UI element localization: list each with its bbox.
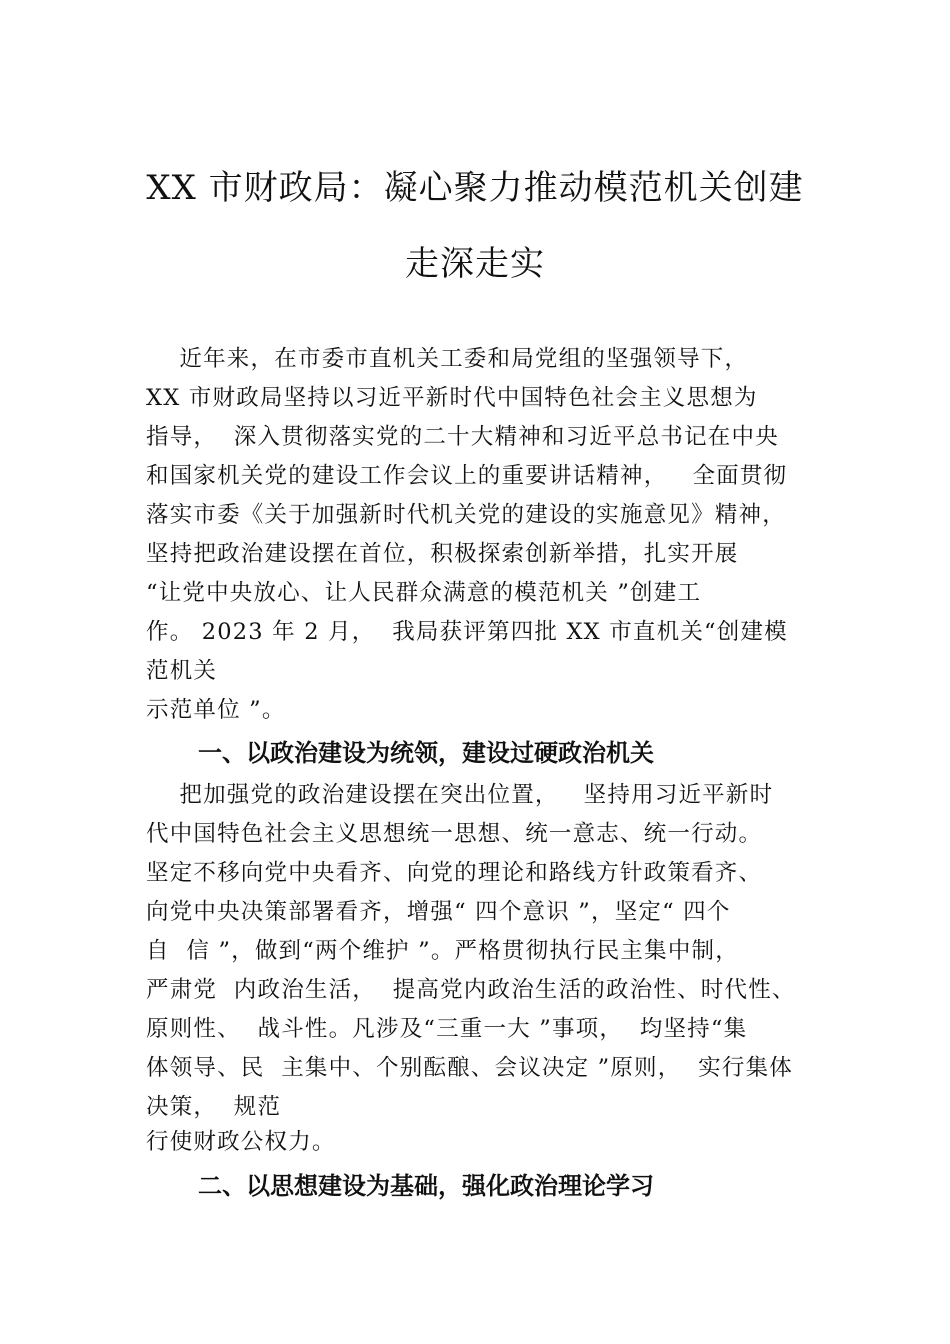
section-2-heading: 二、以思想建设为基础，强化政治理论学习 xyxy=(198,1172,654,1200)
intro-line: 坚持把政治建设摆在首位，积极探索创新举措，扎实开展 xyxy=(146,541,739,567)
intro-line: 作。 2023 年 2 月， 我局获评第四批 XX 市直机关“创建模 xyxy=(146,619,788,645)
section-line: 行使财政公权力。 xyxy=(146,1129,336,1155)
section-line: 把加强党的政治建设摆在突出位置， 坚持用习近平新时 xyxy=(146,782,774,808)
section-line: 代中国特色社会主义思想统一思想、统一意志、统一行动。 xyxy=(146,821,763,847)
document-title-line-2: 走深走实 xyxy=(405,244,545,284)
intro-line: 示范单位 ”。 xyxy=(146,697,286,723)
document-title-line-1: XX 市财政局：凝心聚力推动模范机关创建 xyxy=(146,168,804,208)
intro-line: XX 市财政局坚持以习近平新时代中国特色社会主义思想为 xyxy=(146,385,758,411)
intro-line: 指导， 深入贯彻落实党的二十大精神和习近平总书记在中央 xyxy=(146,424,779,450)
intro-line: 和国家机关党的建设工作会议上的重要讲话精神， 全面贯彻 xyxy=(146,463,788,489)
section-line: 向党中央决策部署看齐，增强“ 四个意识 ”，坚定“ 四个 xyxy=(146,899,731,925)
intro-line: 范机关 xyxy=(146,658,218,684)
section-line: 严肃党 内政治生活， 提高党内政治生活的政治性、时代性、 xyxy=(146,977,796,1003)
section-line: 体领导、民 主集中、个别酝酿、会议决定 ”原则， 实行集体 xyxy=(146,1055,793,1081)
section-line: 原则性、 战斗性。凡涉及“三重一大 ”事项， 均坚持“集 xyxy=(146,1016,748,1042)
section-1-heading: 一、以政治建设为统领，建设过硬政治机关 xyxy=(198,739,654,767)
intro-line: 近年来，在市委市直机关工委和局党组的坚强领导下， xyxy=(146,346,749,372)
section-line: 决策， 规范 xyxy=(146,1094,282,1120)
section-line: 坚定不移向党中央看齐、向党的理论和路线方针政策看齐、 xyxy=(146,860,763,886)
intro-line: “让党中央放心、让人民群众满意的模范机关 ”创建工 xyxy=(146,580,702,606)
intro-line: 落实市委《关于加强新时代机关党的建设的实施意见》精神， xyxy=(146,502,786,528)
section-line: 自 信 ”，做到“两个维护 ”。严格贯彻执行民主集中制， xyxy=(146,938,739,964)
